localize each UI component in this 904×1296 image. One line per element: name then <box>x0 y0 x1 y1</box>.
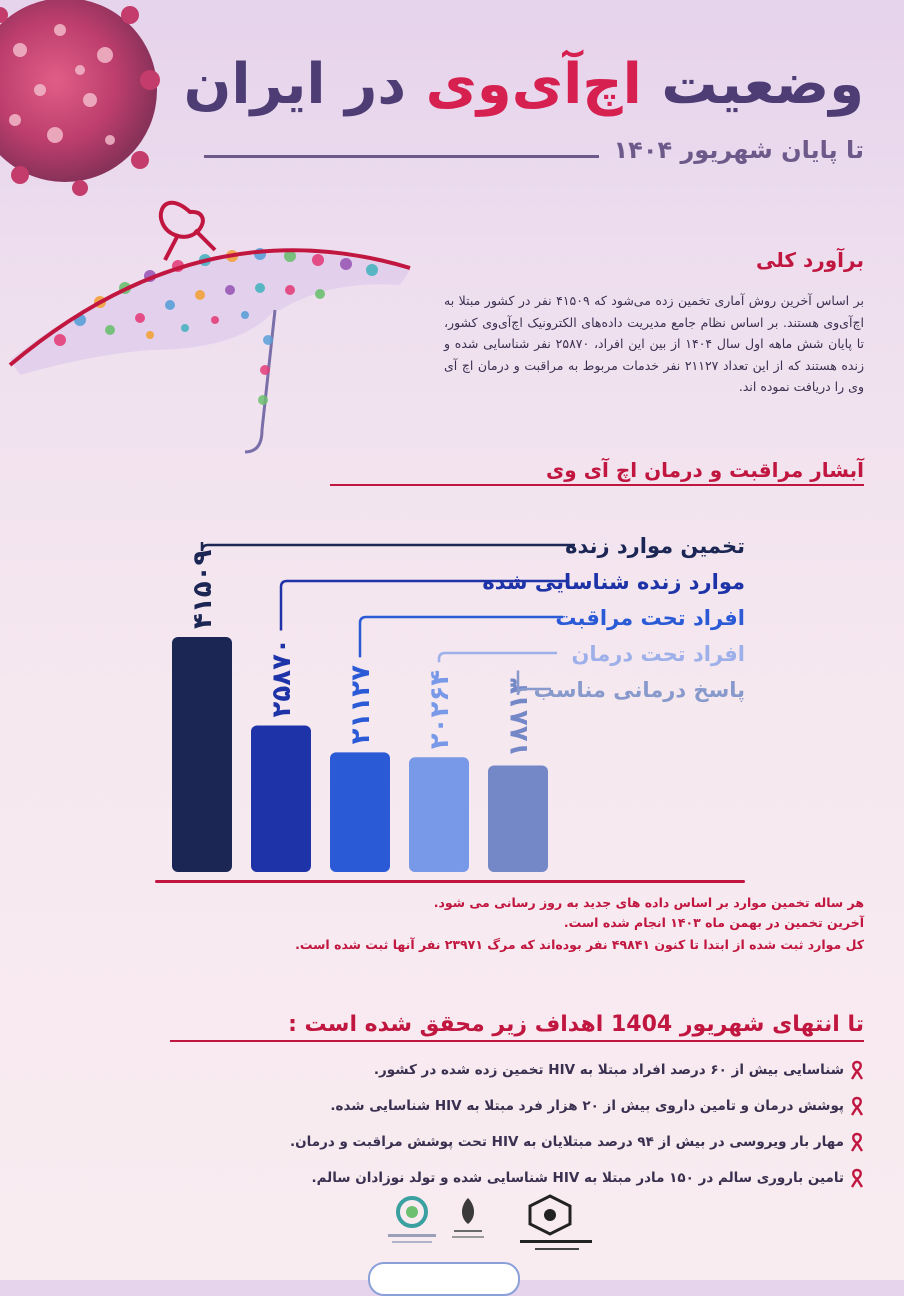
iran-emblem-logo-icon <box>452 1198 484 1238</box>
bar-value-label-2: ۲۱۱۲۷ <box>346 665 376 745</box>
goals-title: تا انتهای شهریور 1404 اهداف زیر محقق شده است : <box>288 1012 864 1037</box>
red-ribbon-icon <box>850 1132 864 1152</box>
goals-list <box>144 1052 864 1196</box>
university-logo-icon <box>520 1196 592 1250</box>
connector-line-3 <box>439 653 557 662</box>
organization-logos <box>380 1190 610 1260</box>
note-line-3: کل موارد ثبت شده از ابتدا تا کنون ۴۹۸۴۱ نفر بوده‌اند که مرگ ۲۳۹۷۱ نفر آنها ثبت شده است. <box>295 937 864 952</box>
category-label-2: افراد تحت مراقبت <box>555 606 745 630</box>
bar-value-label-0: ۴۱۵۰۹ <box>188 549 218 629</box>
goal-text: شناسایی بیش از ۶۰ درصد افراد مبتلا به HIV تخمین زده شده در کشور. <box>373 1062 844 1078</box>
bar-value-label-4: ۱۸۸۱۳ <box>504 678 534 758</box>
goal-text: تامین باروری سالم در ۱۵۰ مادر مبتلا به HIV شناسایی شده و تولد نوزادان سالم. <box>311 1170 844 1186</box>
goal-text: پوشش درمان و تامین داروی بیش از ۲۰ هزار فرد مبتلا به HIV شناسایی شده. <box>330 1098 844 1114</box>
goal-text: مهار بار ویروسی در بیش از ۹۴ درصد مبتلایان به HIV تحت پوشش مراقبت و درمان. <box>289 1134 844 1150</box>
overview-text: بر اساس آخرین روش آماری تخمین زده می‌شود که ۴۱۵۰۹ نفر در کشور مبتلا به اچ‌آی‌وی هستند. بر اساس نظام جامع مدیریت داده‌های الکترونیک اچ‌آی‌وی کشور، تا پایان شش ماهه اول سال ۱۴۰۴ از بین این افراد، ۲۵۸۷۰ نفر شناسایی شده و زنده هستند که از این تعداد ۲۱۱۲۷ نفر خدمات مربوط به مراقبت و درمان اچ آی وی را دریافت نموده اند. <box>444 293 865 394</box>
goal-item <box>144 1124 864 1160</box>
note-line-2: آخرین تخمین در بهمن ماه ۱۴۰۳ انجام شده است. <box>563 915 864 930</box>
category-label-4: پاسخ درمانی مناسب <box>533 678 745 702</box>
bar-0 <box>172 637 232 872</box>
bar-4 <box>488 765 548 872</box>
title-part1: وضعیت <box>661 52 864 117</box>
goal-item <box>144 1052 864 1088</box>
goal-item <box>144 1088 864 1124</box>
bar-value-label-3: ۲۰۲۶۴ <box>425 669 455 750</box>
page-subtitle: تا پایان شهریور ۱۴۰۴ <box>613 136 864 164</box>
note-line-1: هر ساله تخمین موارد بر اساس داده های جدید به روز رسانی می شود. <box>433 895 864 910</box>
bar-1 <box>251 726 311 872</box>
category-label-3: افراد تحت درمان <box>571 642 745 666</box>
ribbon-umbrella-illustration <box>0 190 430 480</box>
category-label-1: موارد زنده شناسایی شده <box>482 570 745 594</box>
bar-value-label-1: ۲۵۸۷۰ <box>267 638 297 718</box>
red-ribbon-icon <box>850 1096 864 1116</box>
goals-title-underline <box>170 1040 864 1042</box>
title-part2: در ایران <box>183 52 407 117</box>
page-title <box>184 52 864 117</box>
chart-baseline <box>155 880 745 883</box>
connector-line-0 <box>202 542 575 551</box>
health-network-logo-icon <box>388 1198 436 1243</box>
subtitle-row <box>204 136 864 176</box>
subtitle-divider <box>204 155 599 158</box>
footer-badge <box>368 1262 520 1296</box>
cascade-title: آبشار مراقبت و درمان اچ آی وی <box>545 458 864 482</box>
title-highlight: اچ‌آی‌وی <box>425 52 642 117</box>
red-ribbon-icon <box>850 1168 864 1188</box>
red-ribbon-icon <box>850 1060 864 1080</box>
connector-line-2 <box>360 617 563 657</box>
bar-3 <box>409 757 469 872</box>
cascade-bar-chart <box>0 520 904 900</box>
bar-2 <box>330 752 390 872</box>
overview-title: برآورد کلی <box>755 248 864 272</box>
cascade-title-underline <box>330 484 864 486</box>
category-label-0: تخمین موارد زنده <box>565 534 745 558</box>
